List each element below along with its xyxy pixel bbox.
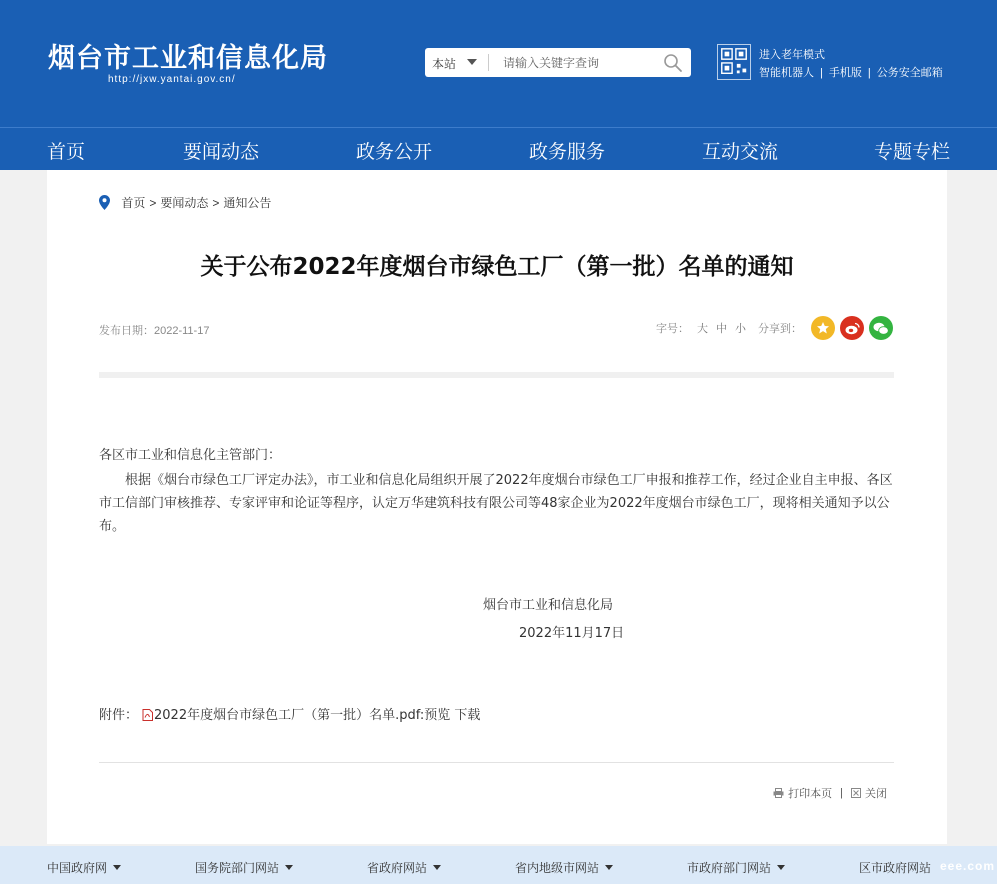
nav-item-topics[interactable]: 专题专栏	[874, 142, 951, 163]
search-input[interactable]	[503, 53, 653, 72]
share-weibo-button[interactable]	[840, 316, 864, 340]
font-size-large[interactable]: 大	[697, 323, 708, 335]
site-title[interactable]: 烟台市工业和信息化局	[48, 43, 328, 74]
attachment-row	[99, 704, 480, 723]
mail-link[interactable]: 公务安全邮箱	[876, 67, 943, 79]
attachment-link[interactable]: 2022年度烟台市绿色工厂（第一批）名单.pdf	[154, 708, 420, 723]
breadcrumb-separator: >	[149, 196, 157, 210]
footer-link-city-departments[interactable]	[687, 859, 785, 876]
nav-item-gov-services[interactable]: 政务服务	[529, 142, 606, 163]
site-url: http://jxw.yantai.gov.cn/	[108, 74, 236, 85]
article-body	[99, 444, 894, 538]
wechat-icon	[873, 322, 889, 335]
breadcrumb-home[interactable]: 首页	[121, 196, 146, 210]
location-pin-icon	[99, 195, 110, 210]
bottom-divider	[99, 762, 894, 763]
site-header	[0, 0, 997, 127]
font-size-label: 字号：	[656, 323, 689, 335]
qr-code-icon	[717, 44, 751, 80]
footer-link-label: 市政府部门网站	[687, 861, 772, 875]
print-button[interactable]	[773, 785, 832, 801]
share-wechat-button[interactable]	[869, 316, 893, 340]
close-label: 关闭	[865, 788, 887, 800]
footer-link-label: 省内地级市网站	[515, 861, 600, 875]
meta-divider	[99, 372, 894, 378]
breadcrumb-news[interactable]: 要闻动态	[160, 196, 209, 210]
search-icon[interactable]	[663, 53, 683, 73]
share-label: 分享到：	[758, 323, 802, 335]
star-icon	[816, 321, 830, 335]
close-icon	[851, 788, 861, 798]
footer-link-province-gov[interactable]	[367, 859, 441, 876]
footer-link-district-gov[interactable]	[859, 859, 931, 876]
publish-date: 发布日期：2022-11-17	[99, 325, 210, 337]
nav-item-interaction[interactable]: 互动交流	[702, 142, 779, 163]
page-actions	[773, 785, 887, 801]
chevron-down-icon	[113, 865, 121, 870]
article-salutation: 各区市工业和信息化主管部门：	[99, 448, 282, 463]
signature-date: 2022年11月17日	[519, 626, 625, 641]
top-links	[759, 64, 943, 80]
close-button[interactable]	[851, 785, 887, 801]
footer-link-state-council[interactable]	[195, 859, 293, 876]
robot-link[interactable]: 智能机器人	[759, 67, 814, 79]
main-nav	[0, 127, 997, 170]
breadcrumb	[99, 194, 271, 211]
nav-item-news[interactable]: 要闻动态	[183, 142, 260, 163]
pdf-file-icon	[142, 709, 153, 721]
signature-org: 烟台市工业和信息化局	[483, 598, 614, 613]
chevron-down-icon	[285, 865, 293, 870]
elder-mode-link[interactable]: 进入老年模式	[759, 49, 825, 61]
watermark: eee.com	[939, 859, 995, 873]
chevron-down-icon[interactable]	[467, 59, 477, 65]
print-label: 打印本页	[788, 788, 833, 800]
font-size-small[interactable]: 小	[735, 323, 746, 335]
footer-links-bar	[0, 846, 997, 884]
share-qzone-button[interactable]	[811, 316, 835, 340]
article-title: 关于公布2022年度烟台市绿色工厂（第一批）名单的通知	[200, 254, 794, 280]
footer-link-label: 中国政府网	[47, 861, 108, 875]
article-container	[47, 170, 947, 844]
chevron-down-icon	[433, 865, 441, 870]
attachment-download-link[interactable]: 下载	[454, 708, 481, 723]
chevron-down-icon	[605, 865, 613, 870]
footer-link-label: 区市政府网站	[859, 861, 932, 875]
mobile-link[interactable]: 手机版	[828, 67, 862, 79]
footer-link-central-gov[interactable]	[47, 859, 121, 876]
link-separator: |	[867, 67, 871, 79]
footer-link-prefecture-cities[interactable]	[515, 859, 613, 876]
breadcrumb-separator: >	[212, 196, 220, 210]
nav-item-home[interactable]: 首页	[47, 137, 85, 164]
weibo-icon	[845, 322, 860, 335]
search-box	[425, 48, 691, 77]
printer-icon	[773, 788, 784, 798]
footer-link-label: 国务院部门网站	[195, 861, 280, 875]
footer-link-label: 省政府网站	[367, 861, 428, 875]
nav-item-gov-affairs[interactable]: 政务公开	[356, 142, 433, 163]
font-size-medium[interactable]: 中	[716, 323, 727, 335]
article-paragraph: 根据《烟台市绿色工厂评定办法》，市工业和信息化局组织开展了2022年度烟台市绿色工厂申报和推荐工作，经过企业自主申报、各区市工信部门审核推荐、专家评审和论证等程序，认定万华建筑科技有限公司等48家企业为2022年度烟台市绿色工厂，现将相关通知予以公布。	[99, 473, 893, 534]
attachment-label: 附件：	[99, 708, 139, 723]
link-separator: |	[820, 67, 823, 79]
search-scope-select[interactable]: 本站	[432, 57, 457, 71]
breadcrumb-notices[interactable]: 通知公告	[223, 196, 272, 210]
chevron-down-icon	[777, 865, 785, 870]
search-divider	[488, 54, 489, 71]
attachment-preview-link[interactable]: :预览	[419, 708, 451, 723]
action-separator: |	[840, 787, 843, 799]
article-tools	[656, 316, 893, 340]
